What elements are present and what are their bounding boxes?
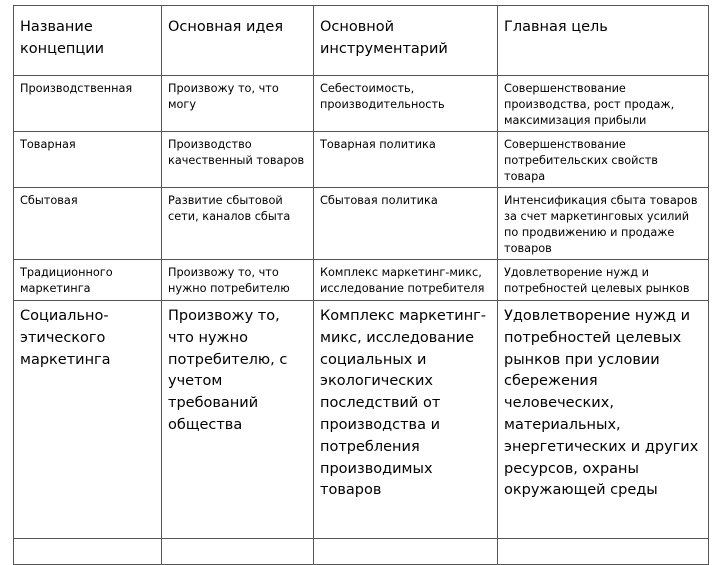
table-cell: Произвожу то, что могу [162,76,314,132]
table-row [14,132,709,188]
table-cell: Интенсификация сбыта товаров за счет маркетинговых усилий по продвижению и продаже товаров [498,188,709,260]
header-cell-main-idea: Основная идея [162,6,314,76]
table-cell: Совершенствование потребительских свойств товара [498,132,709,188]
header-cell-main-goal: Главная цель [498,6,709,76]
table-row [14,260,709,301]
table-cell: Производственная [14,76,162,132]
table-cell: Товарная [14,132,162,188]
table-cell: Комплекс маркетинг-микс, исследование социальных и экологических последствий от производства и потребления производимых товаров [314,301,498,539]
empty-table-row [14,539,709,565]
header-row [14,6,709,76]
table-cell: Удовлетворение нужд и потребностей целевых рынков при условии сбережения человеческих, материальных, энергетических и других ресурсов, охраны окружающей среды [498,301,709,539]
table-cell: Произвожу то, что нужно потребителю, с учетом требований общества [162,301,314,539]
table-cell: Товарная политика [314,132,498,188]
table-cell: Развитие сбытовой сети, каналов сбыта [162,188,314,260]
table-cell: Традиционного маркетинга [14,260,162,301]
table-cell [162,539,314,565]
table-cell [314,539,498,565]
table-row [14,188,709,260]
table-cell: Сбытовая [14,188,162,260]
table-cell: Совершенствование производства, рост продаж, максимизация прибыли [498,76,709,132]
header-cell-main-tools: Основной инструментарий [314,6,498,76]
table-cell: Комплекс маркетинг-микс, исследование потребителя [314,260,498,301]
table-cell: Произвожу то, что нужно потребителю [162,260,314,301]
table-cell [14,539,162,565]
table-cell: Себестоимость, производительность [314,76,498,132]
table-cell: Производство качественный товаров [162,132,314,188]
table-row [14,76,709,132]
table-cell [498,539,709,565]
table-cell: Социально-этического маркетинга [14,301,162,539]
table-cell: Удовлетворение нужд и потребностей целевых рынков [498,260,709,301]
marketing-concepts-table [13,5,709,565]
header-cell-concept-name: Название концепции [14,6,162,76]
table-row [14,301,709,539]
table-cell: Сбытовая политика [314,188,498,260]
